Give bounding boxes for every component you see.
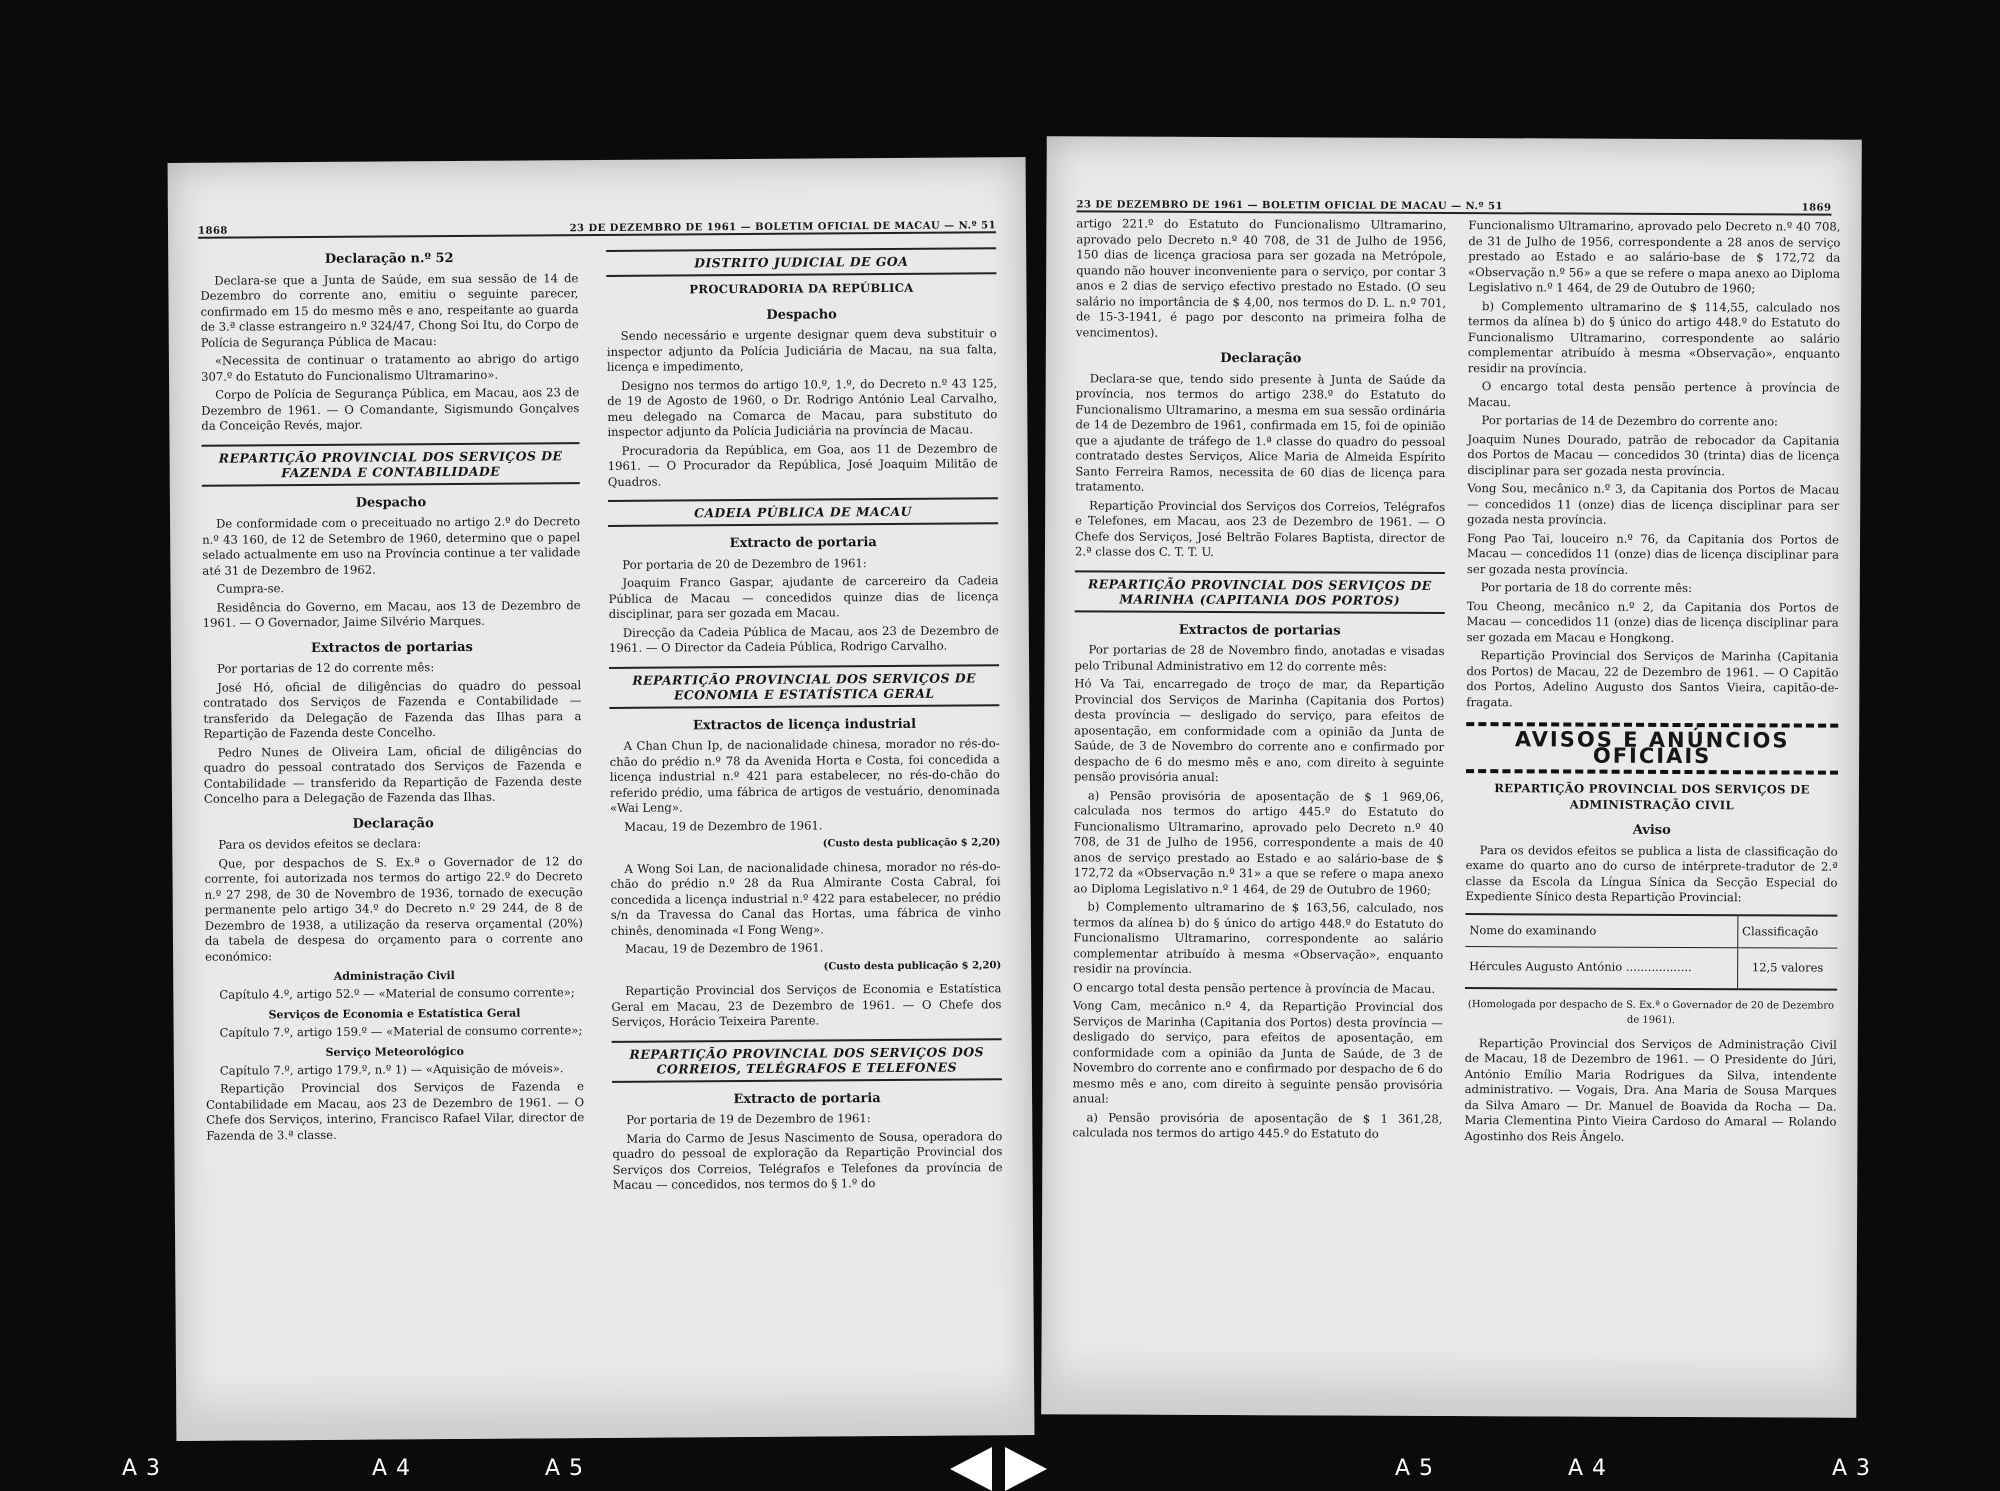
running-title: 23 DE DEZEMBRO DE 1961 — BOLETIM OFICIAL DE MACAU — N.º 51 <box>569 220 997 235</box>
section-title: Extractos de licença industrial <box>692 716 917 733</box>
paragraph: Para os devidos efeitos se declara: <box>218 836 422 852</box>
right-column-1 <box>1072 216 1446 1145</box>
film-mark: A 3 <box>1832 1456 1872 1481</box>
section-title: Despacho <box>766 306 837 323</box>
subheading: PROCURADORIA DA REPÚBLICA <box>689 280 914 297</box>
page-number: 1869 <box>1801 202 1832 214</box>
paragraph: A Chan Chun Ip, de nacionalidade chinesa, morador no rés-do-chão do prédio n.º 78 da Avenida Horta e Costa, foi concedida a licença industrial n.º 421 para estabelecer, no rés-do-chão do referido prédio, uma fábrica de artigos de vestuário, denominada «Wai Leng». <box>609 736 1000 815</box>
avisos-banner: AVISOS E ANÚNCIOS OFICIAIS <box>1466 722 1838 775</box>
paragraph: Capítulo 7.º, artigo 179.º, n.º 1) — «Aquisição de móveis». <box>219 1060 564 1078</box>
paragraph: A Wong Soi Lan, de nacionalidade chinesa, morador no rés-do-chão do prédio n.º 28 da Rua Almirante Costa Cabral, foi concedida a licença industrial n.º 422 para estabelecer, no prédio s/n da Travessa do Canal das Hortas, uma fábrica de vinho chinês, denominada «I Fong Weng». <box>610 858 1001 938</box>
left-column-2 <box>606 237 1003 1196</box>
paragraph: Residência do Governo, em Macau, aos 13 de Dezembro de 1961. — O Governador, Jaime Silvério Marques. <box>202 597 581 630</box>
paragraph: Vong Cam, mecânico n.º 4, da Repartição Provincial dos Serviços de Marinha (Capitania dos Portos) desta província — desligado do serviço, para efeitos de aposentação, em conformidade com a opinião da Junta de Saúde, de 3 de Novembro do corrente ano e confirmado por despacho de 6 do mesmo mês e ano, com direito à seguinte pensão provisória anual: <box>1072 998 1444 1106</box>
paragraph: Macau, 19 de Dezembro de 1961. <box>624 817 823 834</box>
film-mark: A 5 <box>1395 1456 1435 1481</box>
film-mark: A 3 <box>122 1456 162 1481</box>
publication-cost: (Custo desta publicação $ 2,20) <box>822 837 1001 850</box>
table-header-grade: Classificação <box>1738 915 1838 948</box>
film-mark: A 4 <box>1568 1456 1608 1481</box>
paragraph: Repartição Provincial dos Serviços dos Correios, Telégrafos e Telefones, em Macau, aos 23 de Dezembro de 1961. — O Chefe dos Serviços, José Beltrão Folares Baptista, director de 2.ª classe dos C. T. T. U. <box>1074 497 1446 559</box>
paragraph: Declara-se que, tendo sido presente à Junta de Saúde da província, nos termos do artigo 238.º do Estatuto do Funcionalismo Ultramarino, a mesma em sua sessão ordinária de 14 de Dezembro de 1961, confirmada em 15, foi de opinião que a ajudante de tráfego de 1.ª classe do quadro do pessoal contratado destes Serviços, Alice Maria de Almeida Espírito Santo Ferreira Ramos, necessita de 60 dias de licença para tratamento. <box>1075 370 1446 494</box>
paragraph: De conformidade com o preceituado no artigo 2.º do Decreto n.º 43 160, de 12 de Setembro de 1960, determino que o papel selado actualmente em uso na Província continue a ter validade até 31 de Dezembro de 1962. <box>202 514 581 578</box>
left-column-1 <box>200 240 584 1147</box>
scan-shadow <box>1041 1344 1856 1418</box>
small-heading: Serviço Meteorológico <box>325 1044 464 1059</box>
paragraph: b) Complemento ultramarino de $ 163,56, calculado, nos termos da alínea b) do § único do artigo 448.º do Estatuto do Funcionalismo Ultramarino, correspondente ao salário complementar atribuído à mesma «Observação», enquanto residir na província. <box>1073 899 1444 976</box>
paragraph: O encargo total desta pensão pertence à província de Macau. <box>1073 979 1436 996</box>
paragraph: Procuradoria da República, em Goa, aos 11 de Dezembro de 1961. — O Procurador da República, José Joaquim Militão de Quadros. <box>607 440 998 489</box>
paragraph: Cumpra-se. <box>216 581 285 596</box>
section-title: Extracto de portaria <box>729 535 877 552</box>
section-title: Extractos de portarias <box>1178 622 1341 639</box>
left-page <box>168 157 1035 1441</box>
film-arrow-right-icon <box>1005 1447 1047 1491</box>
paragraph: artigo 221.º do Estatuto do Funcionalismo Ultramarino, aprovado pelo Decreto n.º 40 708, de 31 de Julho de 1956, 150 dias de licença graciosa para ser gozada na Metrópole, quando não houver inconveniente para o serviço, por contar 3 anos e 2 dias de serviço efectivo prestado no Estado. (O seu salário no importância de $ 4,00, nos termos do D. L. n.º 701, de 15-3-1941, é pago por desconto na primeira folha de vencimentos). <box>1075 216 1447 340</box>
paragraph: Joaquim Nunes Dourado, patrão de rebocador da Capitania dos Portos de Macau — concedidos 30 (trinta) dias de licença disciplinar para ser gozada nesta província. <box>1467 431 1840 478</box>
paragraph: a) Pensão provisória de aposentação de $ 1 969,06, calculada nos termos do artigo 445.º do Estatuto do Funcionalismo Ultramarino, aprovado pelo Decreto n.º 40 708, de 31 de Julho de 1956, correspondente a mais de 40 anos de serviço prestado ao Estado e ao salário-base de $ 172,72 da «Observação n.º 31» a que se refere o mapa anexo ao Diploma Legislativo n.º 1 464, de 29 de Outubro de 1960; <box>1073 787 1444 897</box>
avisos-department: REPARTIÇÃO PROVINCIAL DOS SERVIÇOS DE ADMINISTRAÇÃO CIVIL <box>1494 781 1810 812</box>
section-title: Extractos de portarias <box>310 639 473 656</box>
table-row <box>1465 947 1837 990</box>
aviso-title: Aviso <box>1632 822 1671 838</box>
section-title: Extracto de portaria <box>733 1090 881 1107</box>
department-heading: REPARTIÇÃO PROVINCIAL DOS SERVIÇOS DOS CORREIOS, TELÉGRAFOS E TELEFONES <box>612 1038 1002 1083</box>
homologation-note: (Homologada por despacho de S. Ex.ª o Governador de 20 de Dezembro de 1961). <box>1467 998 1835 1026</box>
paragraph: Que, por despachos de S. Ex.ª o Governador de 12 do corrente, foi autorizada nos termos do artigo 22.º do Decreto n.º 27 298, de 30 de Novembro de 1936, tornado de execução permanente pelo artigo 34.º do Decreto n.º 29 244, de 8 de Dezembro de 1938, a utilização da reserva orçamental (20%) da tabela de despesa do orçamento para o corrente ano económico: <box>204 853 584 964</box>
department-heading: REPARTIÇÃO PROVINCIAL DOS SERVIÇOS DE ECONOMIA E ESTATÍSTICA GERAL <box>609 664 999 709</box>
table-cell-grade: 12,5 valores <box>1737 948 1837 989</box>
paragraph: Por portarias de 28 de Novembro findo, anotadas e visadas pelo Tribunal Administrativo em 12 do corrente mês: <box>1074 642 1445 674</box>
paragraph: Hó Va Tai, encarregado de troço de mar, da Repartição Provincial dos Serviços de Marinha (Capitania dos Portos) desta província — desligado do serviço, para efeitos de aposentação, em conformidade com a opinião da Junta de Saúde, de 3 de Novembro do corrente ano e confirmado por despacho de 6 do mesmo mês e ano, com direito à seguinte pensão provisória anual: <box>1073 676 1445 784</box>
page-header <box>198 215 996 239</box>
aviso-text: Para os devidos efeitos se publica a lista de classificação do exame do quarto ano do curso de intérprete-tradutor de 2.ª classe da Escola da Língua Sínica da Secção Especial do Expediente Sínico desta Repartição Provincial: <box>1465 842 1838 905</box>
scan-shadow <box>176 1365 1034 1441</box>
section-title: Declaração n.º 52 <box>324 251 454 267</box>
paragraph: Vong Sou, mecânico n.º 3, da Capitania dos Portos de Macau — concedidos 11 (onze) dias de licença disciplinar para ser gozada nesta província. <box>1467 481 1840 527</box>
paragraph: Funcionalismo Ultramarino, aprovado pelo Decreto n.º 40 708, de 31 de Julho de 1956, correspondente a 28 anos de serviço prestado ao Estado e ao salário-base de $ 172,72 da «Observação n.º 56» a que se refere o mapa anexo ao Diploma Legislativo n.º 1 464, de 29 de Outubro de 1960; <box>1468 218 1841 296</box>
section-title: Declaração <box>352 815 434 832</box>
right-column-2 <box>1464 218 1840 1149</box>
paragraph: a) Pensão provisória de aposentação de $ 1 361,28, calculada nos termos do artigo 445.º do Estatuto do <box>1072 1109 1443 1141</box>
film-mark: A 5 <box>545 1456 585 1481</box>
right-page <box>1041 136 1862 1418</box>
paragraph: b) Complemento ultramarino de $ 114,55, calculado nos termos da alínea b) do § único do artigo 448.º do Estatuto do Funcionalismo Ultramarino, correspondente ao salário complementar atribuído à mesma «Observação», enquanto residir na província. <box>1467 298 1841 376</box>
page-header <box>1076 194 1831 215</box>
paragraph: Por portarias de 12 do corrente mês: <box>217 660 435 676</box>
paragraph: José Hó, oficial de diligências do quadro do pessoal contratado dos Serviços de Fazenda e Contabilidade — transferido da Delegação de Fazenda das Ilhas para a Repartição de Fazenda deste Concelho. <box>203 677 582 741</box>
paragraph: Direcção da Cadeia Pública de Macau, aos 23 de Dezembro de 1961. — O Director da Cadeia Pública, Rodrigo Carvalho. <box>608 622 999 655</box>
paragraph: Repartição Provincial dos Serviços de Fazenda e Contabilidade em Macau, aos 23 de Dezembro de 1961. — O Chefe dos Serviços, interino, Francisco Rafael Vilar, director de Fazenda de 3.ª classe. <box>206 1079 585 1143</box>
department-heading: REPARTIÇÃO PROVINCIAL DOS SERVIÇOS DE MARINHA (CAPITANIA DOS PORTOS) <box>1075 570 1445 614</box>
paragraph: Joaquim Franco Gaspar, ajudante de carcereiro da Cadeia Pública de Macau — concedidos quinze dias de licença disciplinar, para ser gozada em Macau. <box>608 573 999 621</box>
section-title: Declaração <box>1220 350 1302 367</box>
paragraph: Repartição Provincial dos Serviços de Marinha (Capitania dos Portos) de Macau, 22 de Dezembro de 1961. — O Capitão dos Portos, Adelino Augusto dos Santos Vieira, capitão-de-fragata. <box>1466 648 1839 709</box>
department-heading: REPARTIÇÃO PROVINCIAL DOS SERVIÇOS DE FAZENDA E CONTABILIDADE <box>202 442 580 487</box>
department-heading: DISTRITO JUDICIAL DE GOA <box>606 247 996 277</box>
paragraph: Tou Cheong, mecânico n.º 2, da Capitania dos Portos de Macau — concedidos 11 (onze) dias de licença disciplinar para ser gozada em Macau e Hongkong. <box>1466 598 1839 645</box>
department-heading: CADEIA PÚBLICA DE MACAU <box>608 497 998 527</box>
running-title: 23 DE DEZEMBRO DE 1961 — BOLETIM OFICIAL DE MACAU — N.º 51 <box>1076 199 1503 213</box>
paragraph: Declara-se que a Junta de Saúde, em sua sessão de 14 de Dezembro do corrente ano, emitiu o seguinte parecer, confirmado em 15 do mesmo mês e ano, respeitante ao guarda de 3.ª classe estrangeiro n.º 324/47, Chong Soi Itu, do Corpo de Polícia de Segurança Pública de Macau: <box>200 270 579 350</box>
paragraph: Por portarias de 14 de Dezembro do corrente ano: <box>1481 413 1779 429</box>
page-number: 1868 <box>197 225 228 237</box>
paragraph: Sendo necessário e urgente designar quem deva substituir o inspector adjunto da Polícia Judiciária de Macau, na sua falta, licença e impedimento, <box>606 326 997 374</box>
paragraph: Capítulo 4.º, artigo 52.º — «Material de consumo corrente»; <box>219 984 575 1002</box>
paragraph: O encargo total desta pensão pertence à província de Macau. <box>1467 379 1840 409</box>
film-arrow-left-icon <box>950 1447 992 1491</box>
film-mark: A 4 <box>372 1456 412 1481</box>
closing-signature: Repartição Provincial dos Serviços de Administração Civil de Macau, 18 de Dezembro de 1961. — O Presidente do Júri, António Emílio Maria Rodrigues da Silva, intendente administrativo. — Vogais, Dra. Ana Maria de Sousa Marques da Silva Amaro — Dr. Manuel de Boavida da Rocha — Da. Maria Clementina Pinto Vieira Cardoso do Amaral — Rolando Agostinho dos Reis Ângelo. <box>1464 1035 1837 1144</box>
paragraph: Macau, 19 de Dezembro de 1961. <box>624 940 824 956</box>
paragraph: Corpo de Polícia de Segurança Pública, em Macau, aos 23 de Dezembro de 1961. — O Comandante, Sigismundo Gonçalves da Conceição Revés, major. <box>201 385 580 433</box>
small-heading: Administração Civil <box>333 969 455 983</box>
paragraph: Fong Pao Tai, louceiro n.º 76, da Capitania dos Portos de Macau — concedidos 11 (onze) dias de licença disciplinar para ser gozada nesta província. <box>1466 530 1840 577</box>
exam-table <box>1465 913 1837 991</box>
paragraph: Por portaria de 18 do corrente mês: <box>1480 580 1693 596</box>
paragraph: Por portaria de 20 de Dezembro de 1961: <box>622 555 867 572</box>
paragraph: «Necessita de continuar o tratamento ao abrigo do artigo 307.º do Estatuto do Funcionalismo Ultramarino». <box>200 351 579 384</box>
paragraph: Capítulo 7.º, artigo 159.º — «Material de consumo corrente»; <box>219 1022 583 1040</box>
paragraph: Maria do Carmo de Jesus Nascimento de Sousa, operadora do quadro do pessoal de exploração da Repartição Provincial dos Serviços dos Correios, Telégrafos e Telefones da província de Macau — concedidos, nos termos do § 1.º do <box>612 1128 1003 1192</box>
small-heading: Serviços de Economia e Estatística Geral <box>268 1006 521 1022</box>
section-title: Despacho <box>355 494 427 511</box>
table-header-name: Nome do examinando <box>1465 914 1738 948</box>
paragraph: Repartição Provincial dos Serviços de Economia e Estatística Geral em Macau, 23 de Dezembro de 1961. — O Chefe dos Serviços, Horácio Teixeira Parente. <box>611 981 1002 1029</box>
publication-cost: (Custo desta publicação $ 2,20) <box>823 959 1002 972</box>
marinha-section <box>1466 218 1840 712</box>
paragraph: Designo nos termos do artigo 10.º, 1.º, do Decreto n.º 43 125, de 19 de Agosto de 1960, o Dr. Rodrigo António Leal Carvalho, meu delegado na Comarca de Macau, para substituto do inspector adjunto da Polícia Judiciária na província de Macau. <box>607 375 998 439</box>
paragraph: Por portaria de 19 de Dezembro de 1961: <box>626 1111 871 1127</box>
paragraph: Pedro Nunes de Oliveira Lam, oficial de diligências do quadro do pessoal contratado dos Serviços de Fazenda e Contabilidade — transferido da Repartição de Fazenda deste Concelho para a Delegação de Fazenda das Ilhas. <box>203 742 582 806</box>
table-cell-name: Hércules Augusto António .................. <box>1465 947 1738 989</box>
